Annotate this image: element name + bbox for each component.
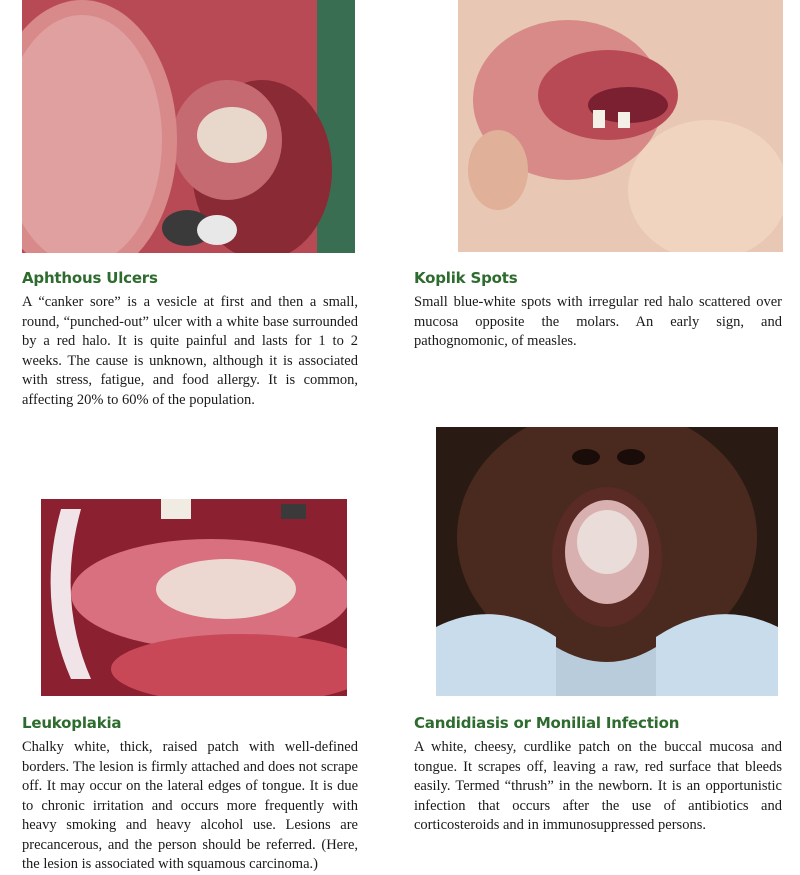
aphthous-ulcer-photo [22, 0, 355, 253]
leukoplakia-photo [41, 499, 347, 696]
koplik-spots-text: Small blue-white spots with irregular red halo scattered over mucosa opposite the molars. An early sign, and pathognomonic, of measles. [414, 294, 782, 349]
candidiasis-photo [436, 427, 778, 696]
leukoplakia-heading: Leukoplakia [22, 714, 122, 732]
candidiasis-text: A white, cheesy, curdlike patch on the buccal mucosa and tongue. It scrapes off, leaving a raw, red surface that bleeds easily. Termed “thrush” in the newborn. It is an opportunistic infection that occurs after the use of antibiotics and corticosteroids and in immunosuppressed persons. [414, 739, 782, 833]
aphthous-ulcers-heading: Aphthous Ulcers [22, 269, 158, 287]
leukoplakia-text: Chalky white, thick, raised patch with well-defined borders. The lesion is firmly attached and does not scrape off. It may occur on the lateral edges of tongue. It is due to chronic irritation and occurs more frequently with heavy smoking and heavy alcohol use. Lesions are precancerous, and the person should be referred. (Here, the lesion is associated with squamous carcinoma.) [22, 739, 358, 872]
koplik-spots-heading: Koplik Spots [414, 269, 518, 287]
candidiasis-heading: Candidiasis or Monilial Infection [414, 714, 680, 732]
aphthous-ulcers-text: A “canker sore” is a vesicle at first and then a small, round, “punched-out” ulcer with a white base surrounded by a red halo. It is quite painful and lasts for 1 to 2 weeks. The cause is unknown, although it is associated with stress, fatigue, and food allergy. It is common, affecting 20% to 60% of the population. [22, 294, 358, 408]
koplik-spots-photo [458, 0, 783, 252]
